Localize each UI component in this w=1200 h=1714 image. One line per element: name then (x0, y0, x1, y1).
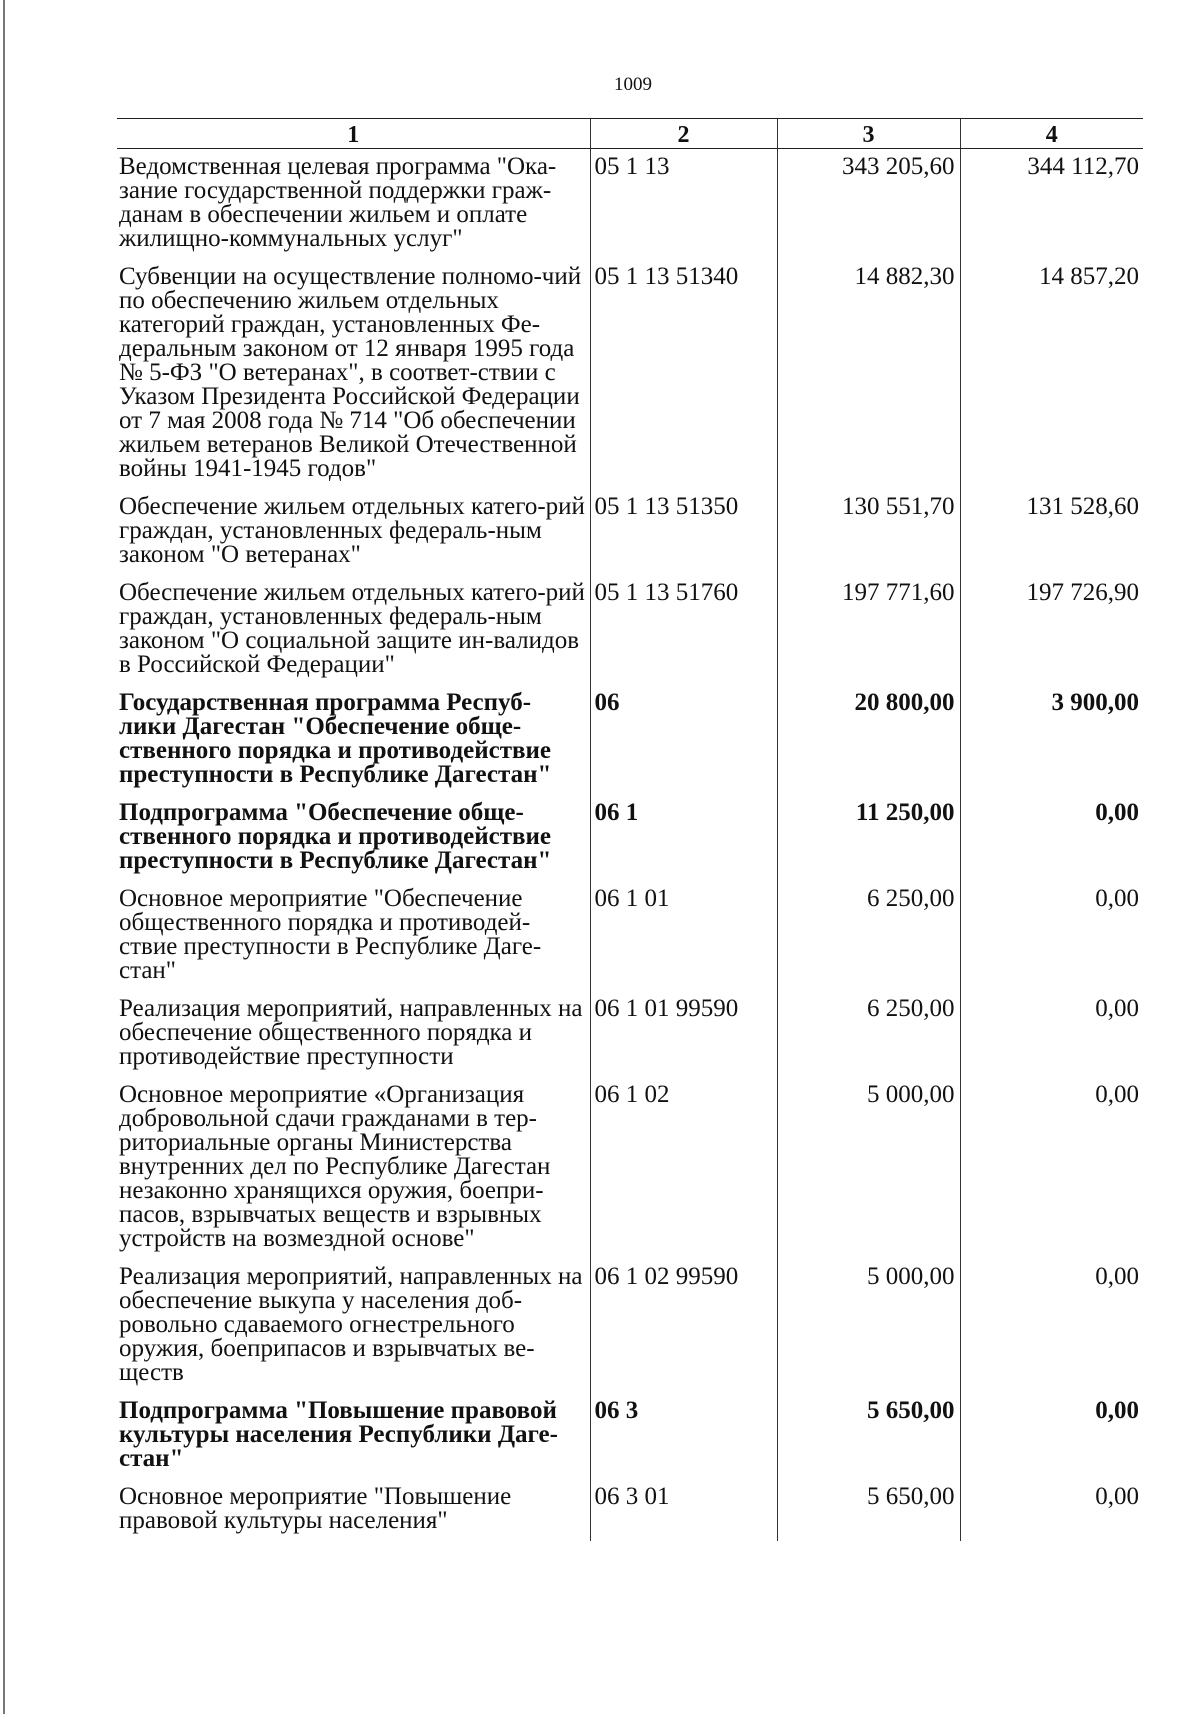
row-value-3-cell: 343 205,60 (777, 149, 960, 260)
row-value-4-cell: 344 112,70 (960, 149, 1143, 260)
row-name-cell: Государственная программа Респуб-лики Дагестан "Обеспечение обще-ственного порядка и противодействие преступности в Республике Дагестан" (119, 689, 552, 788)
row-value-3-cell: 14 882,30 (777, 259, 960, 489)
row-name-cell: Реализация мероприятий, направленных на обеспечение выкупа у населения доб-ровольно сдаваемого огнестрельного оружия, боеприпасов и взрывчатых ве-ществ (119, 1263, 583, 1386)
row-value-3-cell: 11 250,00 (777, 795, 960, 881)
column-header-3: 3 (777, 119, 960, 149)
row-value-3-cell: 6 250,00 (777, 991, 960, 1077)
row-value-4-cell: 0,00 (960, 1077, 1143, 1259)
table-row (117, 489, 1143, 575)
row-name-cell: Основное мероприятие "Обеспечение общественного порядка и противодей-ствие преступности в Республике Даге-стан" (119, 885, 542, 984)
row-code-cell: 06 3 01 (590, 1479, 777, 1541)
row-code-cell: 06 1 (590, 795, 777, 881)
row-code-cell: 06 1 02 (590, 1077, 777, 1259)
table-row (117, 685, 1143, 795)
table-row (117, 881, 1143, 991)
row-name-cell: Подпрограмма "Обеспечение обще-ственного порядка и противодействие преступности в Республике Дагестан" (119, 799, 552, 874)
table-row (117, 575, 1143, 685)
row-name-cell: Обеспечение жильем отдельных катего-рий граждан, установленных федераль-ным законом "О социальной защите ин-валидов в Российской Федерации" (119, 579, 585, 678)
row-value-3-cell: 5 650,00 (777, 1393, 960, 1479)
row-name-cell: Субвенции на осуществление полномо-чий по обеспечению жильем отдельных категорий граждан, установленных Фе-деральным законом от 12 января 1995 года № 5-ФЗ "О ветеранах", в соответ-ствии с Указом Президента Российской Федерации от 7 мая 2008 года № 714 "Об обеспечении жильем ветеранов Великой Отечественной войны 1941-1945 годов" (119, 263, 582, 482)
row-name-cell: Подпрограмма "Повышение правовой культуры населения Республики Даге-стан" (119, 1397, 558, 1472)
table-row (117, 795, 1143, 881)
table-row (117, 1479, 1143, 1541)
row-value-3-cell: 20 800,00 (777, 685, 960, 795)
row-code-cell: 05 1 13 51760 (590, 575, 777, 685)
row-value-4-cell: 14 857,20 (960, 259, 1143, 489)
row-code-cell: 05 1 13 51350 (590, 489, 777, 575)
row-code-cell: 05 1 13 51340 (590, 259, 777, 489)
row-name-cell: Реализация мероприятий, направленных на обеспечение общественного порядка и противодействие преступности (119, 995, 583, 1070)
row-code-cell: 05 1 13 (590, 149, 777, 260)
table-row (117, 1077, 1143, 1259)
table-row (117, 1393, 1143, 1479)
table-row (117, 991, 1143, 1077)
row-code-cell: 06 (590, 685, 777, 795)
row-code-cell: 06 3 (590, 1393, 777, 1479)
row-value-4-cell: 0,00 (960, 991, 1143, 1077)
budget-table (117, 118, 1143, 1541)
row-code-cell: 06 1 01 99590 (590, 991, 777, 1077)
table-row (117, 1259, 1143, 1393)
row-value-3-cell: 5 000,00 (777, 1259, 960, 1393)
table-row (117, 259, 1143, 489)
row-value-4-cell: 0,00 (960, 1259, 1143, 1393)
page-number: 1009 (614, 74, 652, 95)
row-value-3-cell: 5 000,00 (777, 1077, 960, 1259)
row-value-3-cell: 6 250,00 (777, 881, 960, 991)
row-value-3-cell: 5 650,00 (777, 1479, 960, 1541)
row-value-4-cell: 0,00 (960, 795, 1143, 881)
row-value-4-cell: 0,00 (960, 881, 1143, 991)
row-value-4-cell: 197 726,90 (960, 575, 1143, 685)
table-body (117, 149, 1143, 1542)
column-header-1: 1 (117, 119, 590, 149)
row-name-cell: Ведомственная целевая программа "Ока-зание государственной поддержки граж-данам в обеспечении жильем и оплате жилищно-коммунальных услуг" (119, 153, 557, 252)
row-code-cell: 06 1 01 (590, 881, 777, 991)
row-value-3-cell: 197 771,60 (777, 575, 960, 685)
table-row (117, 149, 1143, 260)
row-value-4-cell: 131 528,60 (960, 489, 1143, 575)
column-header-2: 2 (590, 119, 777, 149)
column-header-4: 4 (960, 119, 1143, 149)
scan-edge-line (3, 0, 5, 1714)
row-value-4-cell: 0,00 (960, 1393, 1143, 1479)
row-name-cell: Основное мероприятие "Повышение правовой культуры населения" (119, 1483, 512, 1534)
row-code-cell: 06 1 02 99590 (590, 1259, 777, 1393)
row-value-4-cell: 0,00 (960, 1479, 1143, 1541)
row-value-3-cell: 130 551,70 (777, 489, 960, 575)
row-value-4-cell: 3 900,00 (960, 685, 1143, 795)
row-name-cell: Обеспечение жильем отдельных катего-рий граждан, установленных федераль-ным законом "О ветеранах" (119, 493, 585, 568)
row-name-cell: Основное мероприятие «Организация добровольной сдачи гражданами в тер-риториальные органы Министерства внутренних дел по Республике Дагестан незаконно хранящихся оружия, боепри-пасов, взрывчатых веществ и взрывных устройств на возмездной основе" (119, 1081, 551, 1252)
table-header-row (117, 119, 1143, 149)
